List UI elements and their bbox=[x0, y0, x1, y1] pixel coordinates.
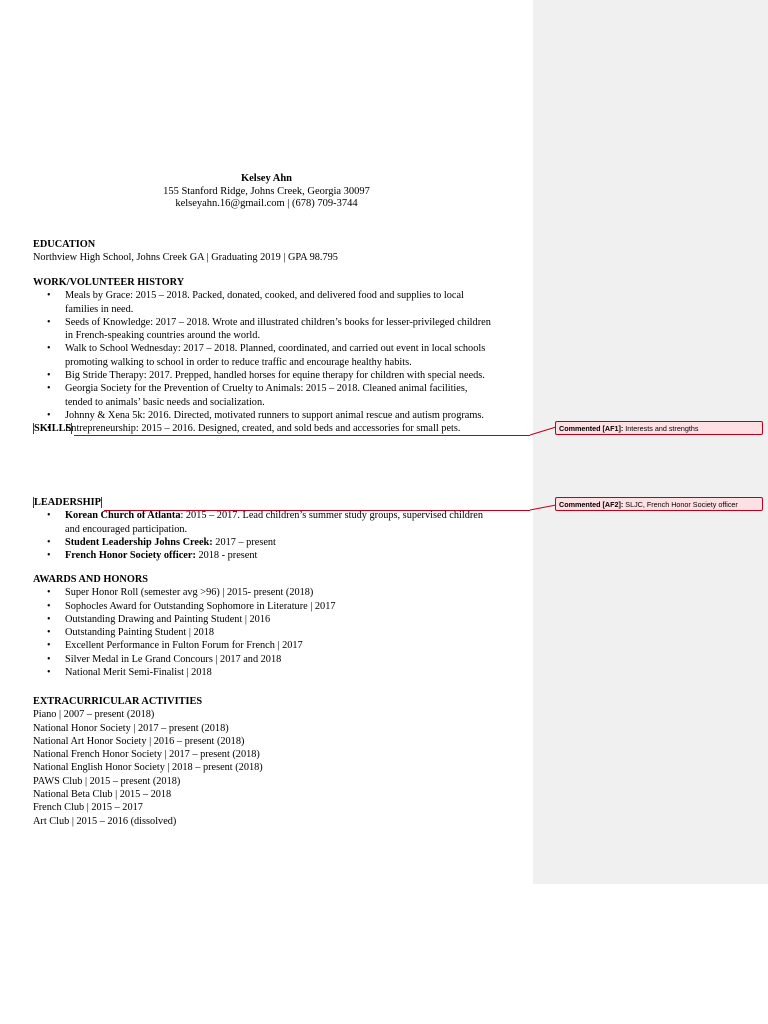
list-item: • Super Honor Roll (semester avg >96) | 2015- present (2018) bbox=[65, 586, 523, 599]
list-item: • Outstanding Drawing and Painting Student | 2016 bbox=[65, 613, 523, 626]
list-item: • Georgia Society for the Prevention of Cruelty to Animals: 2015 – 2018. Cleaned animal facilities, tended to animals’ basic needs and socialization. bbox=[65, 382, 523, 409]
list-item: • Outstanding Painting Student | 2018 bbox=[65, 626, 523, 639]
list-item: French Club | 2015 – 2017 bbox=[33, 802, 143, 814]
list-item: • National Merit Semi-Finalist | 2018 bbox=[65, 666, 523, 679]
awards-list bbox=[33, 586, 523, 679]
leadership-heading[interactable]: LEADERSHIP bbox=[34, 497, 101, 508]
comment-connector bbox=[104, 510, 530, 511]
education-heading: EDUCATION bbox=[33, 239, 96, 250]
awards-heading: AWARDS AND HONORS bbox=[33, 574, 148, 585]
list-item: • Silver Medal in Le Grand Concours | 2017 and 2018 bbox=[65, 653, 523, 666]
comment-text: SLJC, French Honor Society officer bbox=[623, 500, 738, 509]
comment-balloon[interactable] bbox=[555, 497, 763, 511]
list-item: National French Honor Society | 2017 – present (2018) bbox=[33, 749, 260, 761]
list-item: • French Honor Society officer: 2018 - present bbox=[65, 549, 523, 562]
comment-margin-pane bbox=[533, 0, 768, 884]
comment-text: Interests and strengths bbox=[623, 424, 699, 433]
work-heading: WORK/VOLUNTEER HISTORY bbox=[33, 277, 185, 288]
list-item: National Art Honor Society | 2016 – present (2018) bbox=[33, 735, 245, 747]
comment-connector bbox=[74, 435, 530, 436]
skills-heading[interactable]: SKILLS bbox=[34, 423, 72, 434]
list-item: • Korean Church of Atlanta: 2015 – 2017. Lead children’s summer study groups, supervised children and encouraged participation. bbox=[65, 509, 523, 536]
candidate-contact: kelseyahn.16@gmail.com | (678) 709-3744 bbox=[175, 198, 358, 209]
work-section bbox=[33, 276, 523, 436]
list-item: • Johnny & Xena 5k: 2016. Directed, motivated runners to support animal rescue and autism programs. bbox=[65, 409, 523, 422]
list-item: • Entrepreneurship: 2015 – 2016. Designed, created, and sold beds and accessories for small pets. bbox=[65, 422, 523, 435]
skills-section bbox=[33, 422, 523, 435]
list-item: National Beta Club | 2015 – 2018 bbox=[33, 789, 172, 801]
list-item: PAWS Club | 2015 – present (2018) bbox=[33, 775, 181, 787]
list-item: National Honor Society | 2017 – present (2018) bbox=[33, 722, 229, 734]
comment-author: Commented [AF1]: bbox=[559, 424, 624, 433]
work-list bbox=[33, 289, 523, 435]
candidate-address: 155 Stanford Ridge, Johns Creek, Georgia 30097 bbox=[163, 185, 370, 197]
comment-connector bbox=[529, 503, 557, 513]
list-item: • Excellent Performance in Fulton Forum for French | 2017 bbox=[65, 639, 523, 652]
resume-header bbox=[0, 173, 533, 211]
list-item: Art Club | 2015 – 2016 (dissolved) bbox=[33, 815, 177, 827]
awards-section bbox=[33, 573, 523, 679]
list-item: • Big Stride Therapy: 2017. Prepped, handled horses for equine therapy for children with special needs. bbox=[65, 369, 523, 382]
leadership-list bbox=[33, 509, 523, 562]
comment-connector bbox=[529, 425, 557, 437]
list-item: Piano | 2007 – present (2018) bbox=[33, 709, 155, 721]
leadership-section bbox=[33, 496, 523, 562]
list-item: • Sophocles Award for Outstanding Sophomore in Literature | 2017 bbox=[65, 600, 523, 613]
candidate-name: Kelsey Ahn bbox=[240, 173, 293, 184]
list-item: National English Honor Society | 2018 – present (2018) bbox=[33, 762, 263, 774]
list-item: • Seeds of Knowledge: 2017 – 2018. Wrote and illustrated children’s books for lesser-privileged children in French-speaking countries around the world. bbox=[65, 316, 523, 343]
comment-balloon[interactable] bbox=[555, 421, 763, 435]
education-section bbox=[33, 238, 523, 265]
list-item: • Meals by Grace: 2015 – 2018. Packed, donated, cooked, and delivered food and supplies to local families in need. bbox=[65, 289, 523, 316]
education-line: Northview High School, Johns Creek GA | Graduating 2019 | GPA 98.795 bbox=[33, 252, 338, 264]
extracurricular-heading: EXTRACURRICULAR ACTIVITIES bbox=[33, 696, 203, 707]
list-item: • Walk to School Wednesday: 2017 – 2018. Planned, coordinated, and carried out event in local schools promoting walking to school in order to reduce traffic and encourage healthy habits. bbox=[65, 342, 523, 369]
comment-author: Commented [AF2]: bbox=[559, 500, 624, 509]
extracurricular-section bbox=[33, 695, 523, 828]
list-item: • Student Leadership Johns Creek: 2017 – present bbox=[65, 536, 523, 549]
